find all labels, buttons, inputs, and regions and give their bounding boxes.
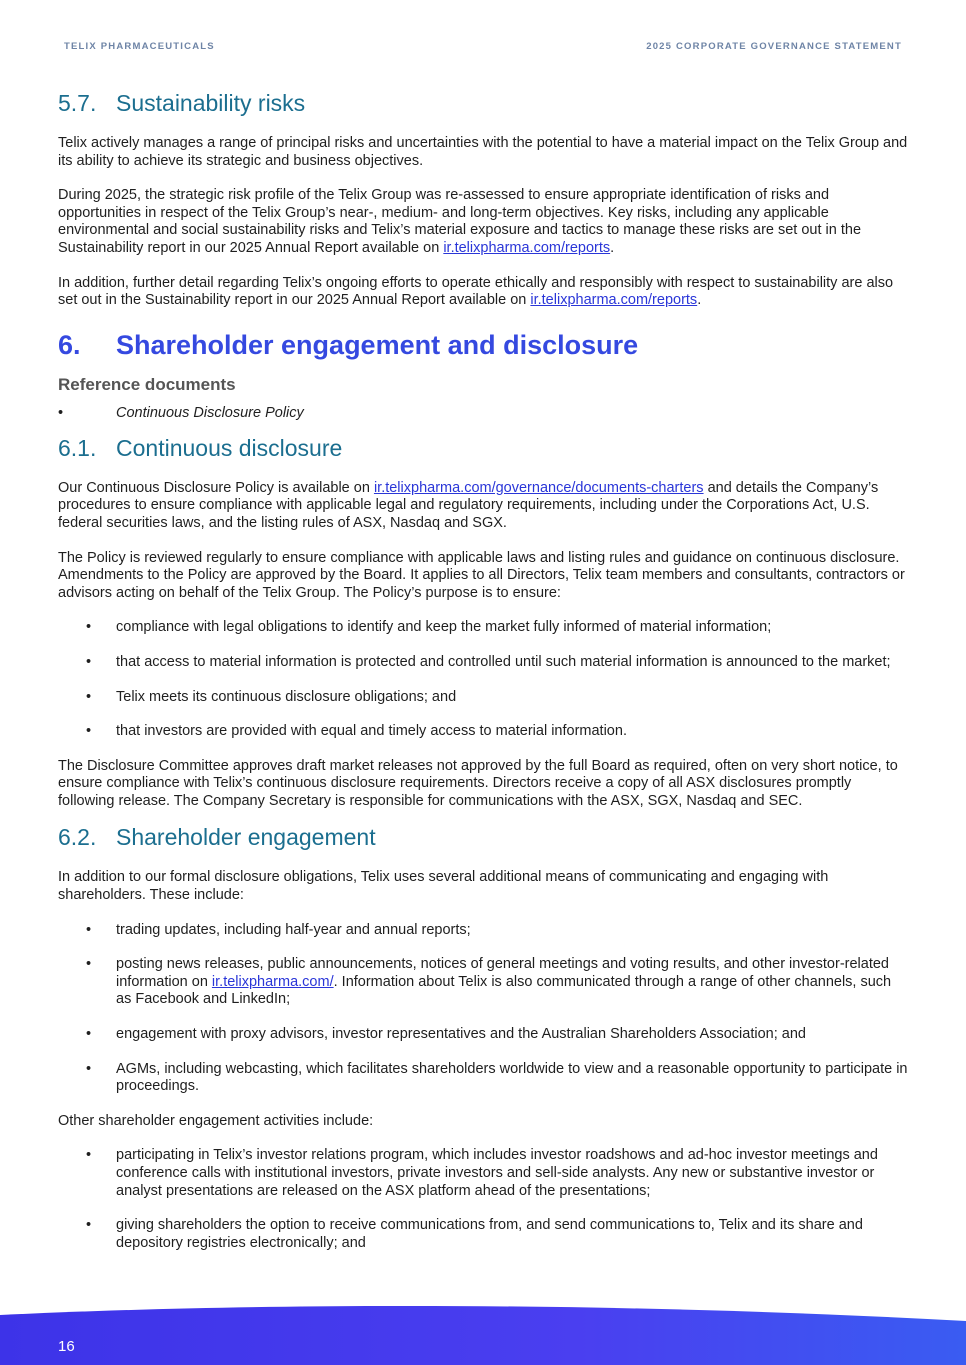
reports-link[interactable]: ir.telixpharma.com/reports <box>443 239 611 256</box>
section-title: Shareholder engagement and disclosure <box>116 329 639 360</box>
section-number: 5.7. <box>58 90 97 116</box>
bullet: • <box>86 1147 92 1164</box>
list-item <box>58 1026 910 1044</box>
list-item-text: that access to material information is protected and controlled until such material information is announced to the market; <box>116 653 891 670</box>
bullet: • <box>58 404 64 421</box>
section-title: Continuous disclosure <box>116 434 343 461</box>
list-item-text: trading updates, including half-year and annual reports; <box>116 921 471 938</box>
paragraph: The Disclosure Committee approves draft market releases not approved by the full Board as required, often on very short notice, to ensure compliance with Telix’s continuous disclosure requirements. Directors receive a copy of all ASX disclosures promptly following release. The Company Secretary is responsible for communications with the ASX, SGX, Nasdaq and SEC. <box>58 757 898 809</box>
bullet: • <box>86 921 92 938</box>
paragraph-text: In addition, further detail regarding Telix’s ongoing efforts to operate ethically and responsibly with respect to sustainability are also set out in the Sustainability report in our 2025 Annual Report available on <box>58 274 894 309</box>
list-item-text: AGMs, including webcasting, which facilitates shareholders worldwide to view and a reasonable opportunity to participate in proceedings. <box>116 1060 908 1095</box>
bullet: • <box>86 1217 92 1234</box>
paragraph-text: During 2025, the strategic risk profile of the Telix Group was re-assessed to ensure appropriate identification of risks and opportunities in respect of the Telix Group’s near-, medium- and long-term objectives. Key risks, including any applicable environmental and social sustainability risks and Telix’s material exposure and tactics to manage these risks are set out in the Sustainability report in our 2025 Annual Report available on <box>58 187 862 256</box>
list-item-text: engagement with proxy advisors, investor representatives and the Australian Shareholders Association; and <box>116 1026 806 1043</box>
section-title: Sustainability risks <box>116 90 306 116</box>
paragraph: Telix actively manages a range of principal risks and uncertainties with the potential to have a material impact on the Telix Group and its ability to achieve its strategic and business objectives. <box>58 135 908 169</box>
bullet: • <box>86 956 92 973</box>
list-item <box>58 689 910 707</box>
section-title: Shareholder engagement <box>116 824 376 851</box>
list-item-text: . Information about Telix is also communicated through a range of other channels, such as Facebook and LinkedIn; <box>116 973 892 1008</box>
page-header <box>64 41 902 52</box>
section-5-7-heading <box>58 90 910 117</box>
section-6-2-heading <box>58 824 910 851</box>
paragraph: In addition to our formal disclosure obligations, Telix uses several additional means of communicating and engaging with shareholders. These include: <box>58 869 829 904</box>
paragraph-text: and details the Company’s procedures to ensure compliance with applicable legal and regulatory requirements, including under the Corporations Act, U.S. federal securities laws, and the listing rules of ASX, Nasdaq and SGX. <box>58 479 879 531</box>
list-item <box>58 1061 910 1096</box>
section-number: 6. <box>58 329 81 360</box>
paragraph-text: . <box>610 239 615 256</box>
list-item-text: that investors are provided with equal and timely access to material information. <box>116 723 627 740</box>
list-item <box>58 654 910 672</box>
page-content <box>58 90 910 1252</box>
section-6-heading <box>58 330 910 361</box>
footer-wave-shape <box>0 1306 966 1365</box>
reference-documents-heading: Reference documents <box>58 374 236 394</box>
list-item <box>58 1147 910 1200</box>
bullet: • <box>86 688 92 705</box>
list-item-text: giving shareholders the option to receive communications from, and send communications to, Telix and its share and depository registries electronically; and <box>116 1217 863 1251</box>
paragraph-text: Our Continuous Disclosure Policy is available on <box>58 479 374 496</box>
section-number: 6.1. <box>58 434 97 461</box>
header-company: TELIX PHARMACEUTICALS <box>64 41 215 52</box>
header-doc-title: 2025 CORPORATE GOVERNANCE STATEMENT <box>646 41 902 52</box>
bullet: • <box>86 653 92 670</box>
reference-document-title: Continuous Disclosure Policy <box>116 404 304 421</box>
other-activities-list <box>58 1147 910 1252</box>
reference-document-item <box>58 405 910 421</box>
section-6-1-heading <box>58 435 910 462</box>
paragraph-text: . <box>697 292 702 309</box>
investor-site-link[interactable]: ir.telixpharma.com/ <box>211 973 334 990</box>
paragraph: The Policy is reviewed regularly to ensure compliance with applicable laws and listing rules and guidance on continuous disclosure. Amendments to the Policy are approved by the Board. It applies to all Directors, Telix team members and consultants, contractors or advisors acting on behalf of the Telix Group. The Policy’s purpose is to ensure: <box>58 549 905 601</box>
list-item <box>58 619 910 637</box>
reports-link[interactable]: ir.telixpharma.com/reports <box>530 292 698 309</box>
page-number: 16 <box>58 1338 75 1355</box>
footer-band <box>0 1305 966 1365</box>
section-number: 6.2. <box>58 824 97 851</box>
list-item <box>58 922 910 940</box>
engagement-means-list <box>58 922 910 1096</box>
bullet: • <box>86 619 92 636</box>
policy-purpose-list <box>58 619 910 740</box>
governance-charters-link[interactable]: ir.telixpharma.com/governance/documents-charters <box>373 479 704 496</box>
bullet: • <box>86 723 92 740</box>
list-item-text: posting news releases, public announcements, notices of general meetings and voting results, and other investor-related information on <box>116 956 889 990</box>
bullet: • <box>86 1026 92 1043</box>
list-item-text: Telix meets its continuous disclosure obligations; and <box>116 688 457 705</box>
paragraph: Other shareholder engagement activities include: <box>58 1112 374 1129</box>
list-item <box>58 1217 910 1252</box>
paragraph <box>58 275 910 310</box>
paragraph <box>58 187 910 257</box>
paragraph <box>58 480 910 533</box>
list-item-text: participating in Telix’s investor relations program, which includes investor roadshows and ad-hoc investor meetings and conference calls with institutional investors, private investors and sell-side analysts. Any new or substantive investor or analyst presentations are released on the ASX platform ahead of the presentations; <box>116 1147 878 1199</box>
list-item <box>58 723 910 741</box>
list-item <box>58 956 910 1009</box>
bullet: • <box>86 1060 92 1077</box>
list-item-text: compliance with legal obligations to identify and keep the market fully informed of material information; <box>116 619 772 636</box>
